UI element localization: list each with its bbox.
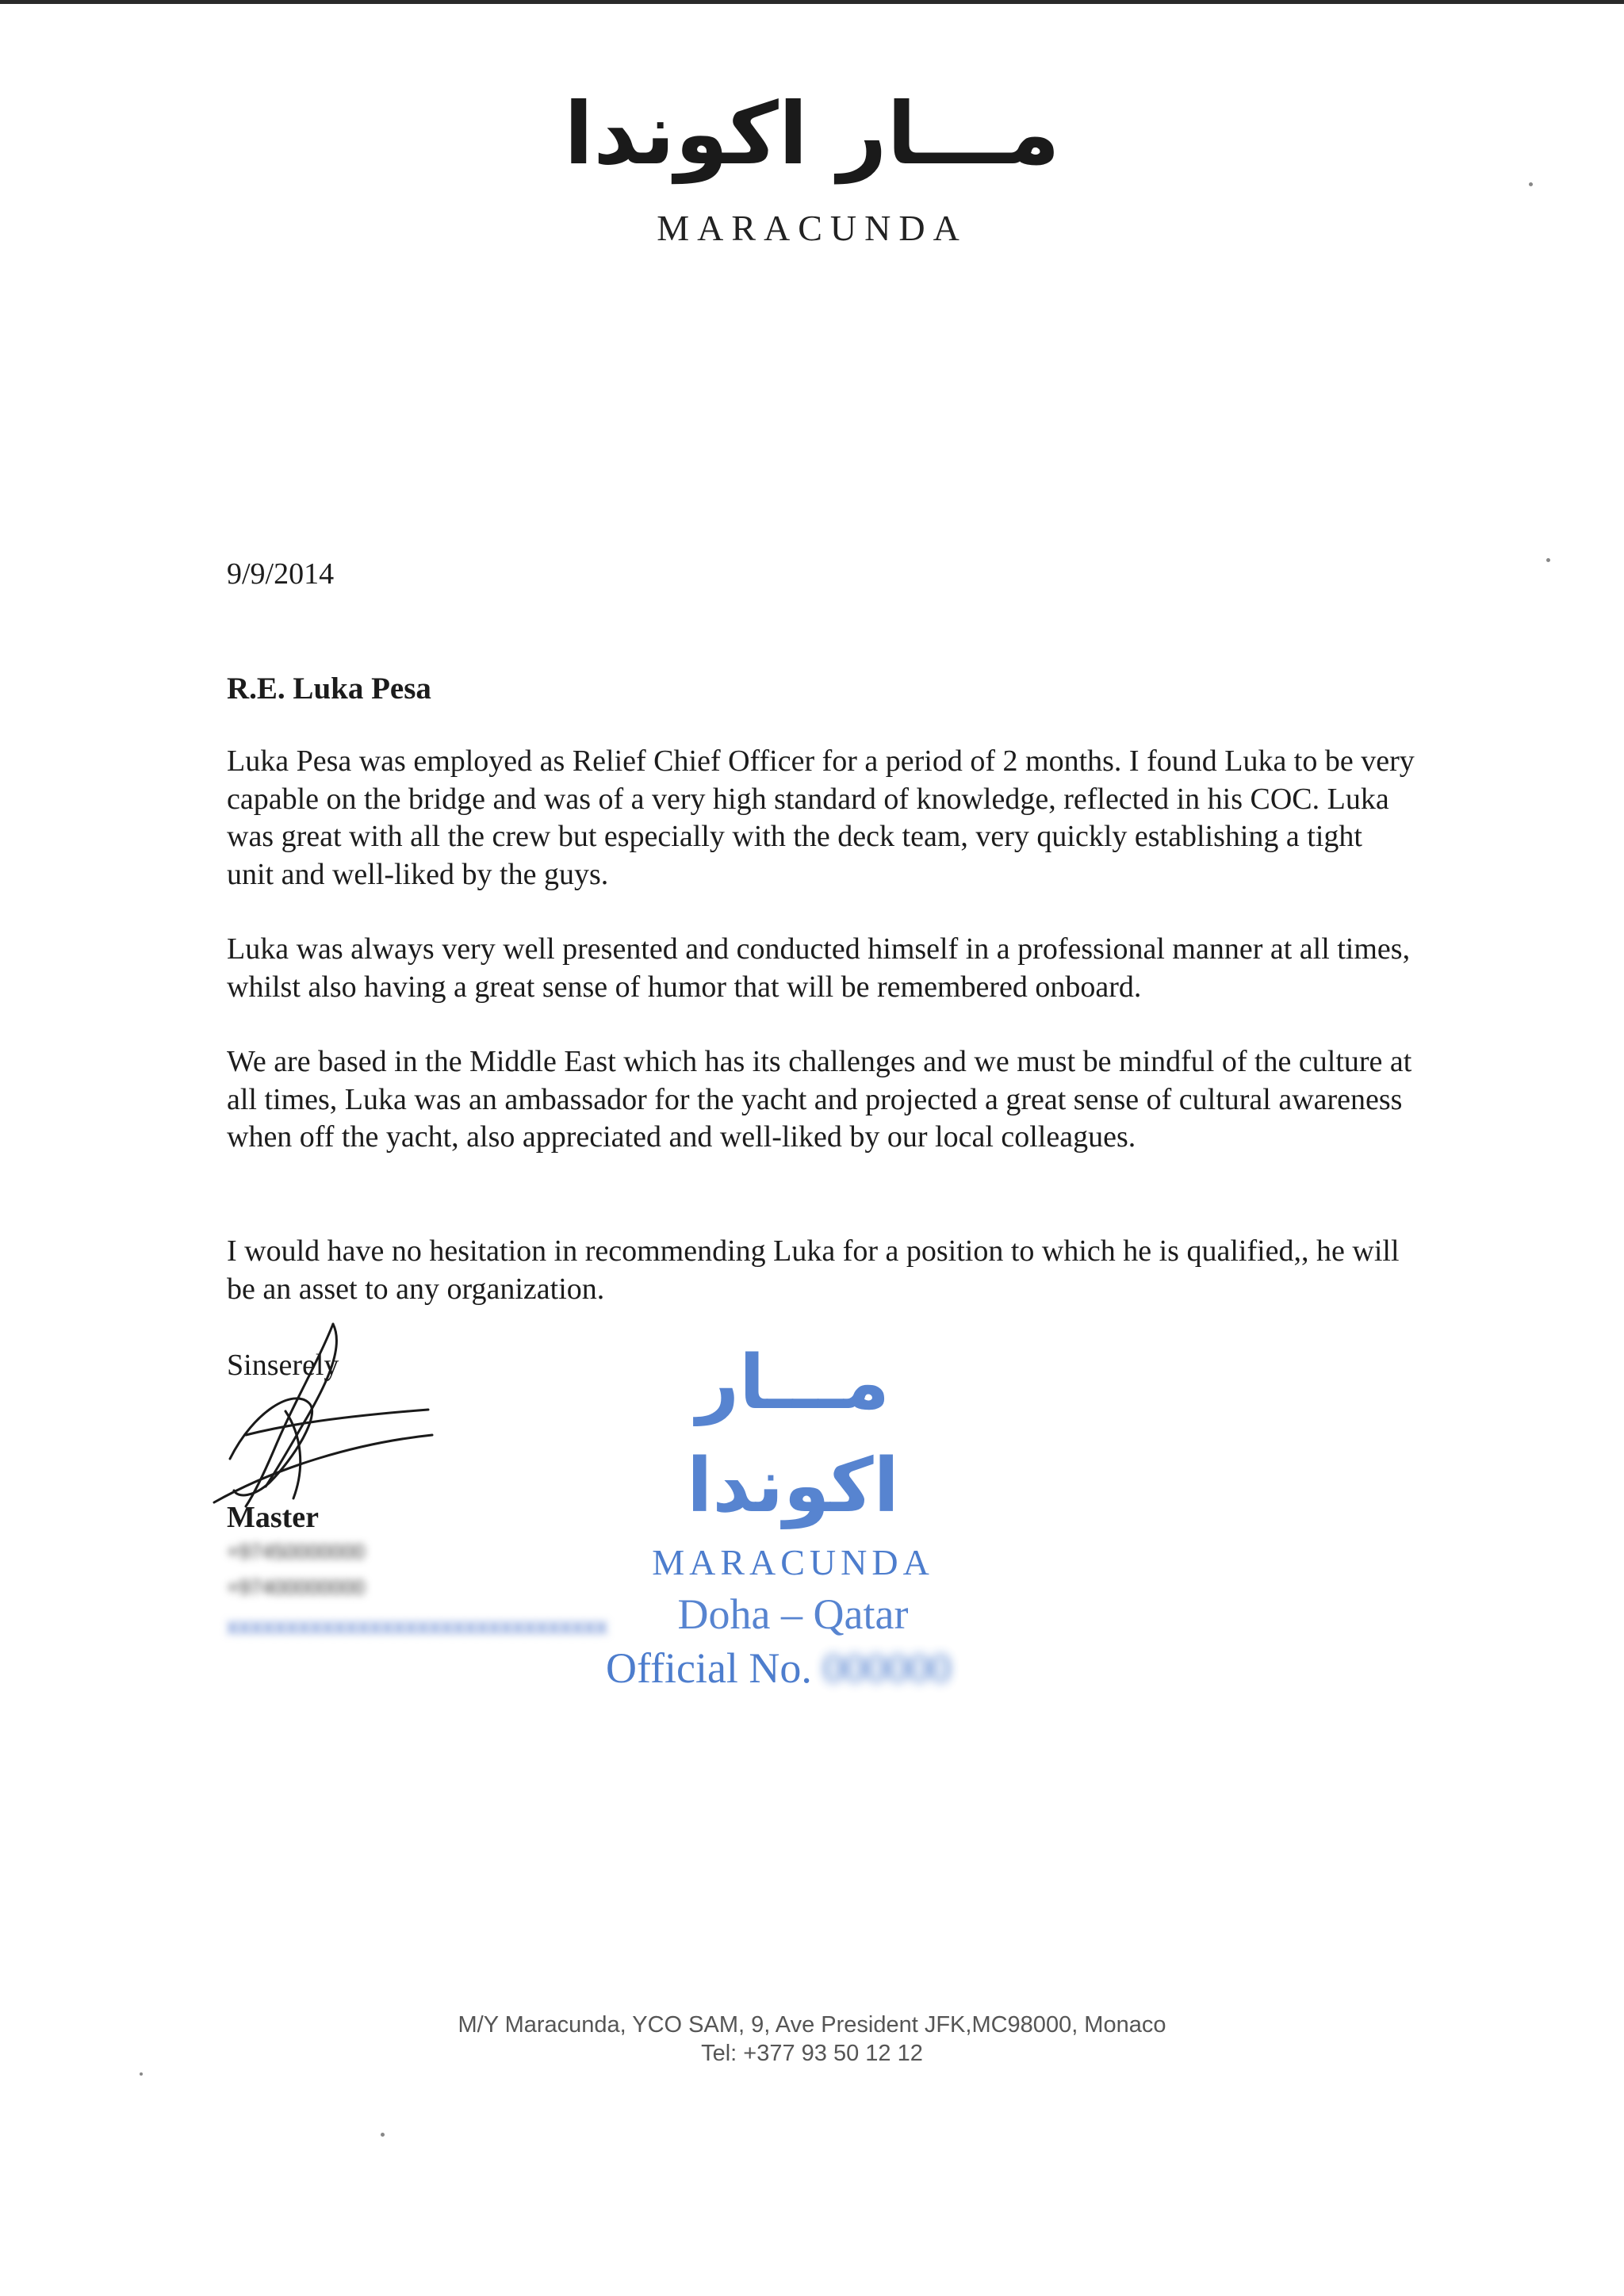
page-top-border: [0, 0, 1624, 4]
body-paragraph-3: We are based in the Middle East which has its challenges and we must be mindful of the culture at all times, Luka was an ambassador for the yacht and projected a great sense of cultural awareness when off the yacht, also appreciated and well-liked by our local colleagues.: [227, 1045, 1412, 1154]
closing-salutation: Sinserely: [227, 1349, 339, 1382]
redacted-phone-2: +97400000000: [227, 1575, 366, 1599]
body-paragraph-4: I would have no hesitation in recommending Luka for a position to which he is qualified,, he will be an asset to any organization.: [227, 1234, 1400, 1306]
stamp-city: Doha – Qatar: [677, 1590, 909, 1638]
scan-speck: [1546, 558, 1550, 562]
footer-telephone: Tel: +377 93 50 12 12: [701, 2041, 923, 2066]
redacted-email: xxxxxxxxxxxxxxxxxxxxxxxxxxxxxxxx: [227, 1613, 607, 1640]
letter-date: 9/9/2014: [227, 557, 335, 591]
stamp-official-redacted: 000000: [822, 1644, 952, 1692]
stamp-english-name: MARACUNDA: [652, 1542, 934, 1582]
letterhead-arabic-logo: مـــار اكوندا: [564, 85, 1060, 184]
scan-speck: [140, 2072, 143, 2076]
redacted-phone-1: +97450000000: [227, 1540, 366, 1563]
letter-subject: R.E. Luka Pesa: [227, 672, 431, 706]
letter-footer: [0, 2011, 1624, 2068]
scan-speck: [381, 2133, 385, 2137]
stamp-official-number: [587, 1641, 999, 1695]
body-paragraph-1: Luka Pesa was employed as Relief Chief Officer for a period of 2 months. I found Luka to be very capable on the bridge and was of a very high standard of knowledge, reflected in his COC. Luka was great with all the crew but especially with the deck team, very quickly establishing a tight unit and well-liked by the guys.: [227, 744, 1415, 891]
footer-address: M/Y Maracunda, YCO SAM, 9, Ave President JFK,MC98000, Monaco: [458, 2012, 1166, 2038]
stamp-official-label: Official No.: [606, 1644, 812, 1692]
handwritten-signature: [198, 1316, 436, 1522]
signer-title: Master: [227, 1501, 320, 1534]
body-paragraph-2: Luka was always very well presented and conducted himself in a professional manner at all times, whilst also having a great sense of humor that will be remembered onboard.: [227, 932, 1411, 1004]
company-stamp: [587, 1332, 999, 1695]
stamp-arabic-name: مـــار اكوندا: [687, 1340, 899, 1529]
letterhead-english-logo: MARACUNDA: [657, 208, 967, 248]
scan-speck: [1529, 182, 1533, 186]
